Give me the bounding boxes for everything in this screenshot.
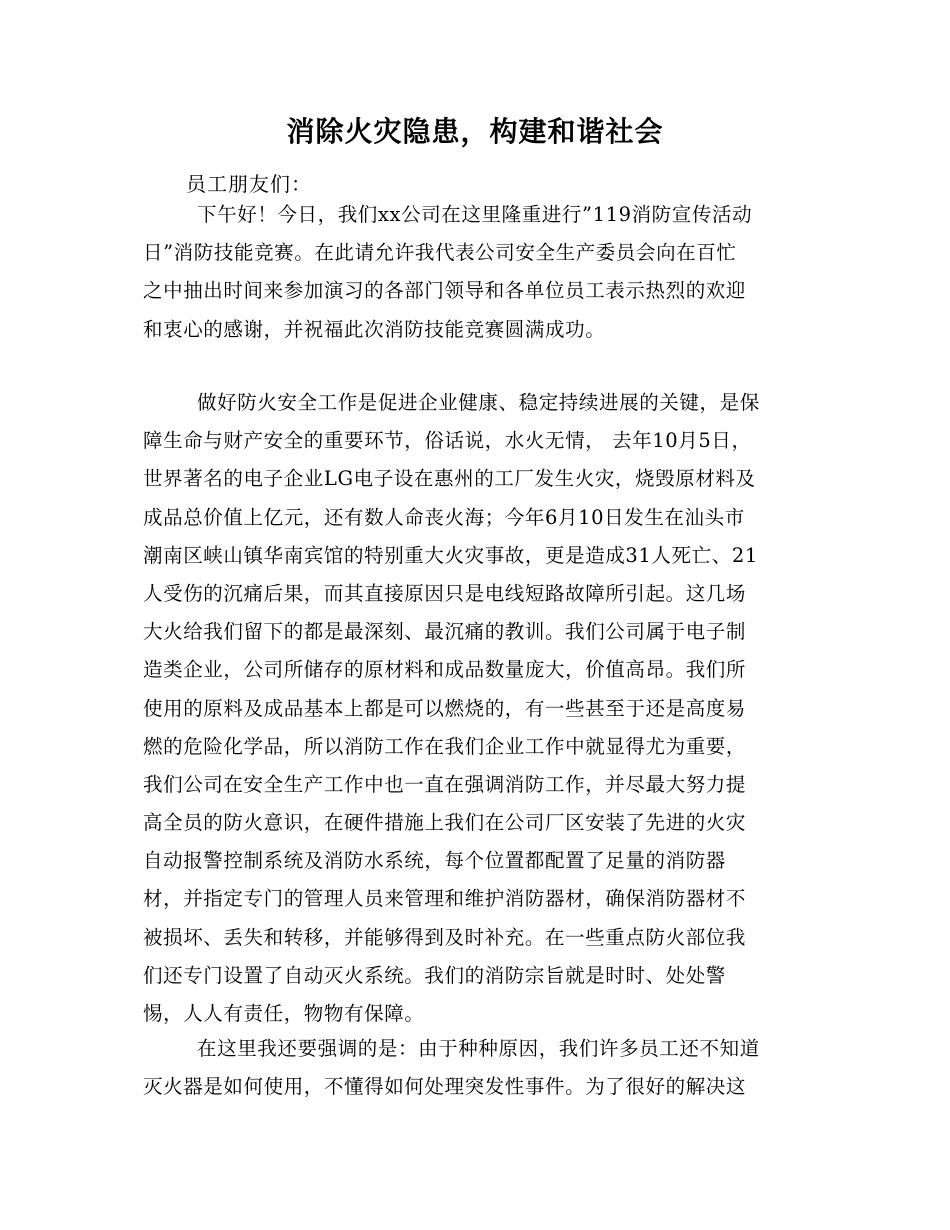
paragraph-line: 世界著名的电子企业LG电子设在惠州的工厂发生火灾，烧毁原材料及 <box>143 467 756 491</box>
paragraph-3 <box>143 1030 808 1106</box>
paragraph-line: 自动报警控制系统及消防水系统，每个位置都配置了足量的消防器 <box>143 849 726 873</box>
paragraph-line: 材，并指定专门的管理人员来管理和维护消防器材，确保消防器材不 <box>143 887 747 911</box>
paragraph-line: 在这里我还要强调的是：由于种种原因，我们许多员工还不知道 <box>197 1037 760 1060</box>
paragraph-line: 潮南区峡山镇华南宾馆的特别重大火灾事故，更是造成31人死亡、21 <box>143 543 758 567</box>
paragraph-line: 造类企业，公司所储存的原材料和成品数量庞大，价值高昂。我们所 <box>143 658 747 682</box>
paragraph-line: 障生命与财产安全的重要环节，俗话说，水火无情， 去年10月5日， <box>143 429 752 453</box>
paragraph-line: 做好防火安全工作是促进企业健康、稳定持续进展的关键，是保 <box>197 391 760 414</box>
paragraph-line: 日”消防技能竞赛。在此请允许我代表公司安全生产委员会向在百忙 <box>143 241 737 265</box>
paragraph-line: 人受伤的沉痛后果，而其直接原因只是电线短路故障所引起。这几场 <box>143 581 747 605</box>
paragraph-line: 成品总价值上亿元，还有数人命丧火海；今年6月10日发生在汕头市 <box>143 505 745 529</box>
paragraph-line: 之中抽出时间来参加演习的各部门领导和各单位员工表示热烈的欢迎 <box>143 279 747 303</box>
paragraph-line: 们还专门设置了自动灭火系统。我们的消防宗旨就是时时、处处警 <box>143 963 726 987</box>
paragraph-line: 灭火器是如何使用，不懂得如何处理突发性事件。为了很好的解决这 <box>143 1075 747 1099</box>
greeting: 员工朋友们： <box>186 172 312 196</box>
paragraph-2 <box>143 384 808 1033</box>
paragraph-line: 被损坏、丢失和转移，并能够得到及时补充。在一些重点防火部位我 <box>143 925 747 949</box>
paragraph-line: 惕，人人有责任，物物有保障。 <box>143 1002 425 1025</box>
paragraph-line: 下午好！今日，我们xx公司在这里隆重进行”119消防宣传活动 <box>197 203 753 226</box>
document-title: 消除火灾隐患，构建和谐社会 <box>286 115 664 148</box>
paragraph-line: 燃的危险化学品，所以消防工作在我们企业工作中就显得尤为重要， <box>143 734 747 758</box>
paragraph-line: 和衷心的感谢，并祝福此次消防技能竞赛圆满成功。 <box>143 317 606 341</box>
paragraph-line: 使用的原料及成品基本上都是可以燃烧的，有一些甚至于还是高度易 <box>143 696 747 720</box>
paragraph-1 <box>143 196 808 349</box>
paragraph-line: 我们公司在安全生产工作中也一直在强调消防工作，并尽最大努力提 <box>143 772 747 796</box>
paragraph-line: 大火给我们留下的都是最深刻、最沉痛的教训。我们公司属于电子制 <box>143 620 747 644</box>
paragraph-line: 高全员的防火意识，在硬件措施上我们在公司厂区安装了先进的火灾 <box>143 811 747 835</box>
